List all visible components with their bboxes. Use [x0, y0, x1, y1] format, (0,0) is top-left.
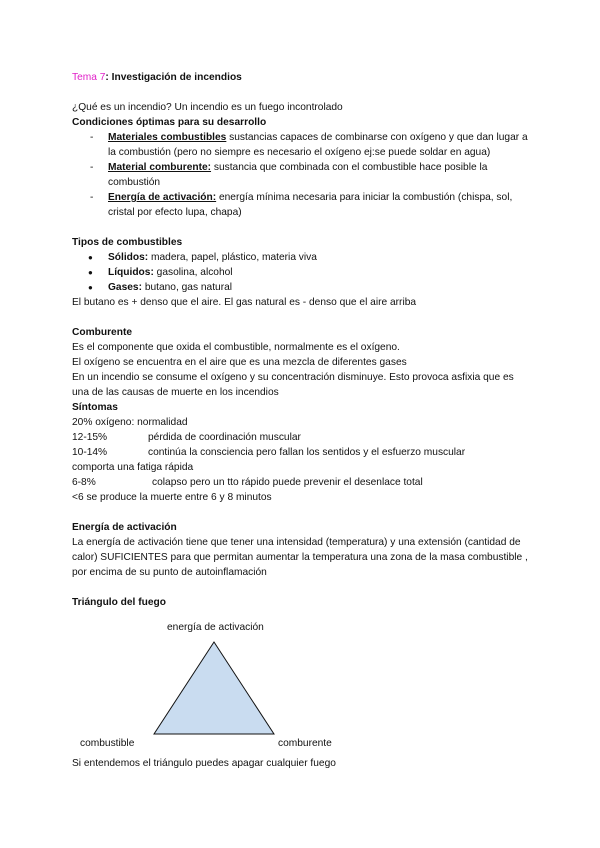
- list-item: [72, 190, 532, 220]
- sintoma-text: continúa la consciencia pero fallan los sentidos y el esfuerzo muscular: [148, 447, 466, 458]
- list-item: [72, 265, 532, 280]
- sintoma-text: colapso pero un tto rápido puede prevenir el desenlace total: [152, 477, 423, 488]
- document-page: [72, 70, 532, 771]
- sintoma-row: [72, 475, 532, 490]
- term: Sólidos:: [108, 252, 149, 263]
- fire-triangle-shape: [154, 642, 274, 734]
- list-item: [72, 280, 532, 295]
- comburente-line: En un incendio se consume el oxígeno y su concentración disminuye. Esto provoca asfixia que es una de las causas de muerte en los incendios: [72, 372, 514, 398]
- term: Materiales combustibles: [108, 132, 227, 143]
- closing-line: Si entendemos el triángulo puedes apagar cualquier fuego: [72, 758, 336, 769]
- sintoma-text: pérdida de coordinación muscular: [148, 432, 301, 443]
- comburente-line: Es el componente que oxida el combustible, normalmente es el oxígeno.: [72, 342, 400, 353]
- triangle-left-label: combustible: [80, 738, 135, 749]
- triangle-right-label: comburente: [278, 738, 332, 749]
- sintomas-first: 20% oxígeno: normalidad: [72, 417, 188, 428]
- sintomas-heading: Síntomas: [72, 402, 118, 413]
- sintoma-row: [72, 430, 532, 445]
- sintoma-range: 10-14%: [72, 447, 108, 458]
- sintoma-row: [72, 445, 532, 460]
- definition: sustancias capaces de combinarse con oxígeno y que dan lugar a la combustión (pero no siempre es necesario el oxígeno ej:se puede soldar en agua): [108, 132, 528, 158]
- triangle-heading: Triángulo del fuego: [72, 597, 166, 608]
- conditions-heading: Condiciones óptimas para su desarrollo: [72, 117, 267, 128]
- fire-triangle-svg: [72, 616, 532, 756]
- list-item: [72, 130, 532, 160]
- page-title: [72, 70, 532, 85]
- tema-label: Tema 7: [72, 72, 106, 83]
- comburente-heading: Comburente: [72, 327, 132, 338]
- term: Gases:: [108, 282, 142, 293]
- term: Energía de activación:: [108, 192, 217, 203]
- definition: sustancia que combinada con el combustible hace posible la combustión: [108, 162, 488, 188]
- definition: butano, gas natural: [141, 282, 233, 293]
- definition: madera, papel, plástico, materia viva: [148, 252, 317, 263]
- definition: energía mínima necesaria para iniciar la combustión (chispa, sol, cristal por efecto lupa, chapa): [108, 192, 513, 218]
- fuels-list: [72, 250, 532, 295]
- fuels-heading: Tipos de combustibles: [72, 237, 183, 248]
- definition: gasolina, alcohol: [153, 267, 233, 278]
- sintomas-last: <6 se produce la muerte entre 6 y 8 minutos: [72, 492, 272, 503]
- fire-triangle-diagram: [72, 616, 532, 756]
- energia-text: La energía de activación tiene que tener una intensidad (temperatura) y una extensión (cantidad de calor) SUFICIENTES para que permitan aumentar la temperatura una zona de la masa combustible , por encima de su punto de autoinflamación: [72, 537, 528, 578]
- sintoma-continuation: comporta una fatiga rápida: [72, 462, 194, 473]
- energia-heading: Energía de activación: [72, 522, 177, 533]
- intro-line: ¿Qué es un incendio? Un incendio es un fuego incontrolado: [72, 102, 343, 113]
- title-text: : Investigación de incendios: [105, 72, 242, 83]
- term: Líquidos:: [108, 267, 154, 278]
- list-item: [72, 160, 532, 190]
- sintoma-range: 12-15%: [72, 432, 108, 443]
- list-item: [72, 250, 532, 265]
- conditions-list: [72, 130, 532, 220]
- comburente-line: El oxígeno se encuentra en el aire que es una mezcla de diferentes gases: [72, 357, 407, 368]
- sintoma-range: 6-8%: [72, 477, 96, 488]
- term: Material comburente:: [108, 162, 212, 173]
- fuels-note: El butano es + denso que el aire. El gas natural es - denso que el aire arriba: [72, 297, 417, 308]
- triangle-top-label: energía de activación: [167, 622, 264, 633]
